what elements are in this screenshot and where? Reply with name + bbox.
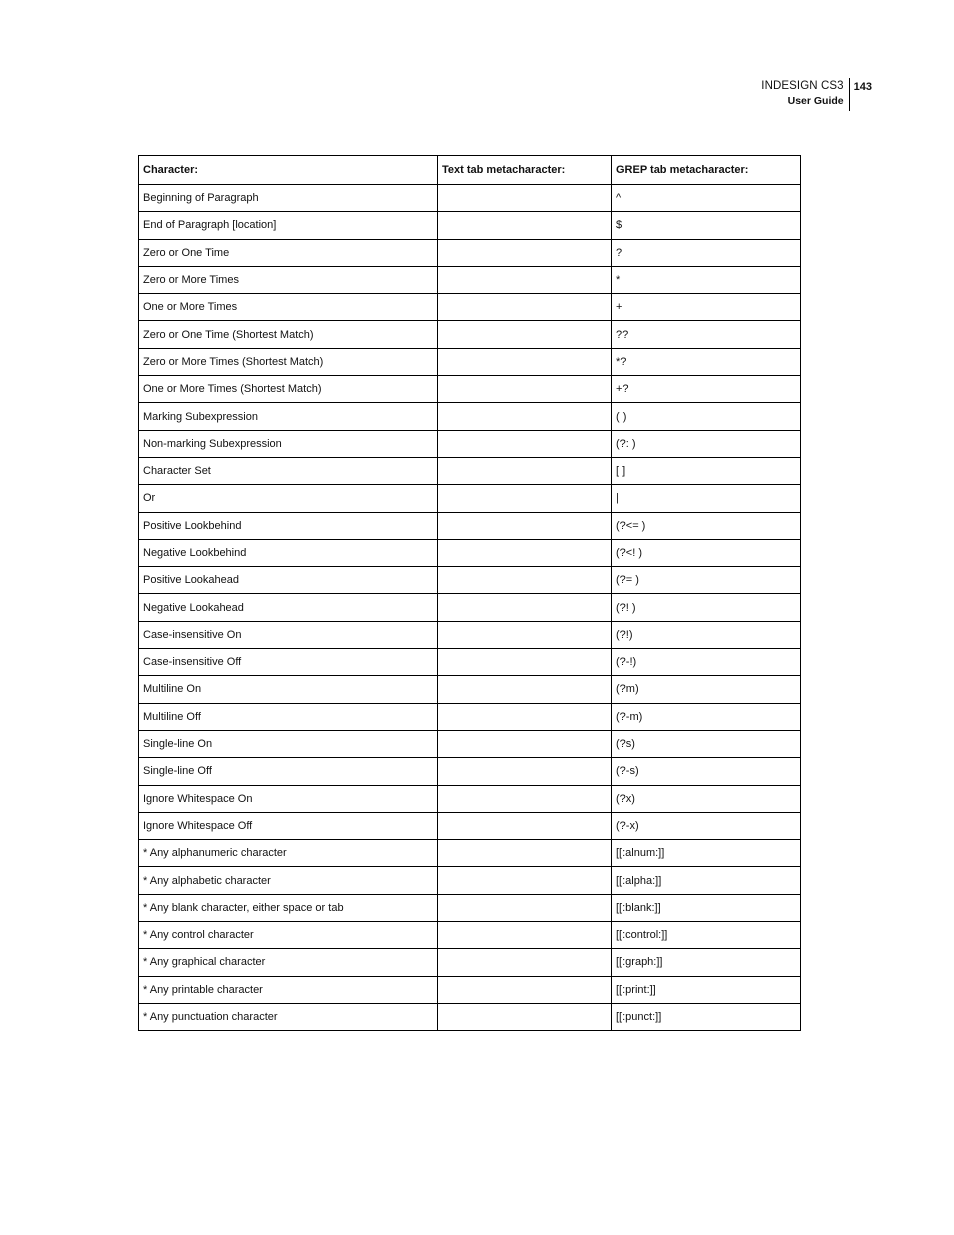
- cell-text-tab-metacharacter: [438, 949, 612, 976]
- cell-character: Non-marking Subexpression: [139, 430, 438, 457]
- table-body: [139, 185, 801, 1031]
- cell-text-tab-metacharacter: [438, 785, 612, 812]
- cell-text-tab-metacharacter: [438, 840, 612, 867]
- table-row: [139, 1003, 801, 1030]
- table-row: [139, 376, 801, 403]
- cell-text-tab-metacharacter: [438, 321, 612, 348]
- cell-text-tab-metacharacter: [438, 621, 612, 648]
- cell-character: * Any blank character, either space or tab: [139, 894, 438, 921]
- cell-character: Case-insensitive On: [139, 621, 438, 648]
- cell-character: * Any control character: [139, 922, 438, 949]
- table-row: [139, 922, 801, 949]
- cell-text-tab-metacharacter: [438, 403, 612, 430]
- running-header: [761, 78, 872, 111]
- table-row: [139, 403, 801, 430]
- cell-grep-tab-metacharacter: +?: [612, 376, 801, 403]
- cell-grep-tab-metacharacter: (?m): [612, 676, 801, 703]
- cell-grep-tab-metacharacter: ( ): [612, 403, 801, 430]
- column-header-grep-tab: GREP tab metacharacter:: [612, 156, 801, 185]
- cell-grep-tab-metacharacter: (?<= ): [612, 512, 801, 539]
- cell-character: Zero or One Time (Shortest Match): [139, 321, 438, 348]
- cell-text-tab-metacharacter: [438, 266, 612, 293]
- table-header: [139, 156, 801, 185]
- column-header-character: Character:: [139, 156, 438, 185]
- table-row: [139, 294, 801, 321]
- cell-character: Multiline Off: [139, 703, 438, 730]
- table-row: [139, 785, 801, 812]
- cell-character: * Any punctuation character: [139, 1003, 438, 1030]
- cell-grep-tab-metacharacter: (?-!): [612, 649, 801, 676]
- cell-character: Single-line On: [139, 730, 438, 757]
- cell-text-tab-metacharacter: [438, 703, 612, 730]
- cell-text-tab-metacharacter: [438, 758, 612, 785]
- cell-character: Negative Lookahead: [139, 594, 438, 621]
- table-row: [139, 485, 801, 512]
- cell-character: End of Paragraph [location]: [139, 212, 438, 239]
- cell-text-tab-metacharacter: [438, 894, 612, 921]
- cell-text-tab-metacharacter: [438, 730, 612, 757]
- cell-character: Ignore Whitespace On: [139, 785, 438, 812]
- grep-metacharacter-table: [138, 155, 801, 1031]
- cell-grep-tab-metacharacter: (?-s): [612, 758, 801, 785]
- table-row: [139, 212, 801, 239]
- cell-text-tab-metacharacter: [438, 348, 612, 375]
- cell-text-tab-metacharacter: [438, 239, 612, 266]
- cell-text-tab-metacharacter: [438, 430, 612, 457]
- cell-text-tab-metacharacter: [438, 867, 612, 894]
- cell-character: Single-line Off: [139, 758, 438, 785]
- table-row: [139, 185, 801, 212]
- cell-grep-tab-metacharacter: (?!): [612, 621, 801, 648]
- table-row: [139, 512, 801, 539]
- cell-text-tab-metacharacter: [438, 512, 612, 539]
- cell-grep-tab-metacharacter: [[:alpha:]]: [612, 867, 801, 894]
- cell-text-tab-metacharacter: [438, 212, 612, 239]
- cell-character: Negative Lookbehind: [139, 539, 438, 566]
- cell-text-tab-metacharacter: [438, 485, 612, 512]
- cell-character: * Any graphical character: [139, 949, 438, 976]
- cell-grep-tab-metacharacter: ?: [612, 239, 801, 266]
- table-row: [139, 239, 801, 266]
- cell-grep-tab-metacharacter: [[:control:]]: [612, 922, 801, 949]
- cell-grep-tab-metacharacter: [[:punct:]]: [612, 1003, 801, 1030]
- table-row: [139, 266, 801, 293]
- cell-character: Or: [139, 485, 438, 512]
- table-row: [139, 430, 801, 457]
- cell-character: One or More Times (Shortest Match): [139, 376, 438, 403]
- table-row: [139, 676, 801, 703]
- cell-character: Beginning of Paragraph: [139, 185, 438, 212]
- cell-text-tab-metacharacter: [438, 649, 612, 676]
- cell-text-tab-metacharacter: [438, 457, 612, 484]
- table-header-row: [139, 156, 801, 185]
- cell-character: Zero or More Times: [139, 266, 438, 293]
- cell-grep-tab-metacharacter: (?x): [612, 785, 801, 812]
- cell-grep-tab-metacharacter: ^: [612, 185, 801, 212]
- table-row: [139, 348, 801, 375]
- cell-grep-tab-metacharacter: (?! ): [612, 594, 801, 621]
- cell-text-tab-metacharacter: [438, 976, 612, 1003]
- table-row: [139, 567, 801, 594]
- cell-character: * Any alphanumeric character: [139, 840, 438, 867]
- table-row: [139, 976, 801, 1003]
- cell-grep-tab-metacharacter: [[:graph:]]: [612, 949, 801, 976]
- cell-grep-tab-metacharacter: ??: [612, 321, 801, 348]
- cell-text-tab-metacharacter: [438, 294, 612, 321]
- cell-character: Multiline On: [139, 676, 438, 703]
- cell-text-tab-metacharacter: [438, 594, 612, 621]
- cell-text-tab-metacharacter: [438, 539, 612, 566]
- table-row: [139, 594, 801, 621]
- cell-character: * Any printable character: [139, 976, 438, 1003]
- cell-character: Zero or More Times (Shortest Match): [139, 348, 438, 375]
- cell-grep-tab-metacharacter: (?-m): [612, 703, 801, 730]
- table-row: [139, 621, 801, 648]
- cell-text-tab-metacharacter: [438, 922, 612, 949]
- cell-character: * Any alphabetic character: [139, 867, 438, 894]
- cell-grep-tab-metacharacter: *: [612, 266, 801, 293]
- cell-grep-tab-metacharacter: *?: [612, 348, 801, 375]
- table-row: [139, 812, 801, 839]
- cell-grep-tab-metacharacter: [[:print:]]: [612, 976, 801, 1003]
- table-row: [139, 758, 801, 785]
- cell-character: One or More Times: [139, 294, 438, 321]
- cell-character: Case-insensitive Off: [139, 649, 438, 676]
- page-number: 143: [853, 81, 872, 93]
- table-row: [139, 649, 801, 676]
- cell-text-tab-metacharacter: [438, 812, 612, 839]
- table-row: [139, 457, 801, 484]
- cell-character: Zero or One Time: [139, 239, 438, 266]
- cell-text-tab-metacharacter: [438, 376, 612, 403]
- table-row: [139, 539, 801, 566]
- cell-grep-tab-metacharacter: (?= ): [612, 567, 801, 594]
- cell-grep-tab-metacharacter: (?-x): [612, 812, 801, 839]
- cell-character: Character Set: [139, 457, 438, 484]
- cell-grep-tab-metacharacter: $: [612, 212, 801, 239]
- cell-grep-tab-metacharacter: (?<! ): [612, 539, 801, 566]
- cell-character: Marking Subexpression: [139, 403, 438, 430]
- header-text: [761, 78, 848, 109]
- cell-text-tab-metacharacter: [438, 1003, 612, 1030]
- cell-text-tab-metacharacter: [438, 567, 612, 594]
- product-name: INDESIGN CS3: [761, 80, 844, 92]
- cell-text-tab-metacharacter: [438, 676, 612, 703]
- column-header-text-tab: Text tab metacharacter:: [438, 156, 612, 185]
- cell-character: Positive Lookbehind: [139, 512, 438, 539]
- cell-grep-tab-metacharacter: [[:alnum:]]: [612, 840, 801, 867]
- table-row: [139, 949, 801, 976]
- table-row: [139, 894, 801, 921]
- cell-grep-tab-metacharacter: (?s): [612, 730, 801, 757]
- table-row: [139, 840, 801, 867]
- cell-text-tab-metacharacter: [438, 185, 612, 212]
- cell-grep-tab-metacharacter: [[:blank:]]: [612, 894, 801, 921]
- table-row: [139, 321, 801, 348]
- cell-character: Positive Lookahead: [139, 567, 438, 594]
- cell-character: Ignore Whitespace Off: [139, 812, 438, 839]
- table-row: [139, 867, 801, 894]
- table-row: [139, 703, 801, 730]
- cell-grep-tab-metacharacter: (?: ): [612, 430, 801, 457]
- cell-grep-tab-metacharacter: +: [612, 294, 801, 321]
- table-row: [139, 730, 801, 757]
- guide-name: User Guide: [787, 95, 844, 107]
- cell-grep-tab-metacharacter: |: [612, 485, 801, 512]
- cell-grep-tab-metacharacter: [ ]: [612, 457, 801, 484]
